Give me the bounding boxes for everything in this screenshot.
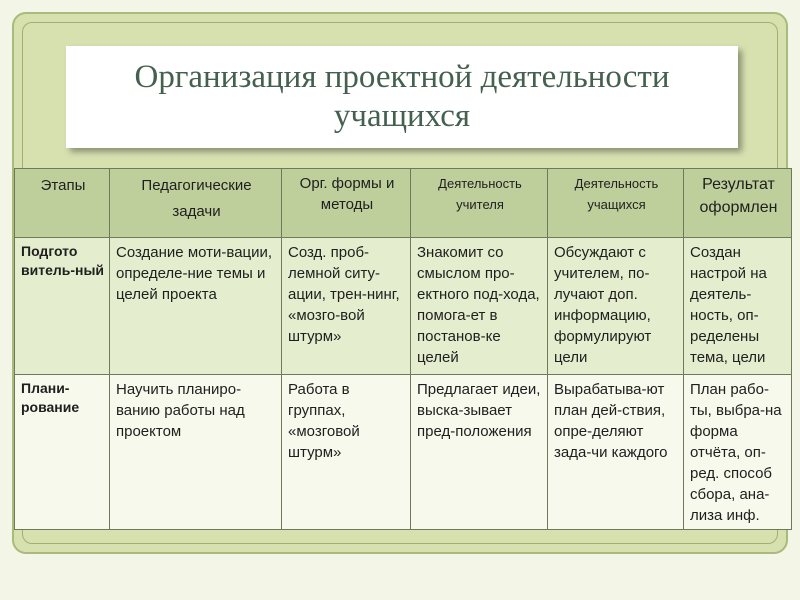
header-teacher: Деятельность учителя	[411, 169, 548, 238]
title-box	[66, 46, 738, 148]
cell-forms: Работа в группах, «мозговой штурм»	[282, 375, 411, 530]
cell-stage: Плани-рование	[15, 375, 110, 530]
table-header-row	[15, 169, 792, 238]
cell-stage: Подгото витель-ный	[15, 238, 110, 375]
cell-result: Создан настрой на деятель-ность, оп-ределены тема, цели	[684, 238, 792, 375]
cell-teacher: Знакомит со смыслом про-ектного под-хода, помога-ет в постанов-ке целей	[411, 238, 548, 375]
cell-result: План рабо-ты, выбра-на форма отчёта, оп-ред. способ сбора, ана-лиза инф.	[684, 375, 792, 530]
cell-forms: Созд. проб-лемной ситу-ации, трен-нинг, «мозго-вой штурм»	[282, 238, 411, 375]
cell-students: Вырабатыва-ют план дей-ствия, опре-деляют зада-чи каждого	[548, 375, 684, 530]
table-row	[15, 375, 792, 530]
slide-title: Организация проектной деятельности учащихся	[134, 59, 670, 134]
table-row	[15, 238, 792, 375]
cell-teacher: Предлагает идеи, выска-зывает пред-положения	[411, 375, 548, 530]
cell-tasks: Научить планиро-ванию работы над проектом	[110, 375, 282, 530]
header-students: Деятельность учащихся	[548, 169, 684, 238]
header-tasks: Педагогические задачи	[110, 169, 282, 238]
cell-students: Обсуждают с учителем, по-лучают доп. информацию, формулируют цели	[548, 238, 684, 375]
cell-tasks: Создание моти-вации, определе-ние темы и целей проекта	[110, 238, 282, 375]
header-result: Результат оформлен	[684, 169, 792, 238]
project-stages-table	[14, 168, 792, 530]
header-forms: Орг. формы и методы	[282, 169, 411, 238]
header-stage: Этапы	[15, 169, 110, 238]
